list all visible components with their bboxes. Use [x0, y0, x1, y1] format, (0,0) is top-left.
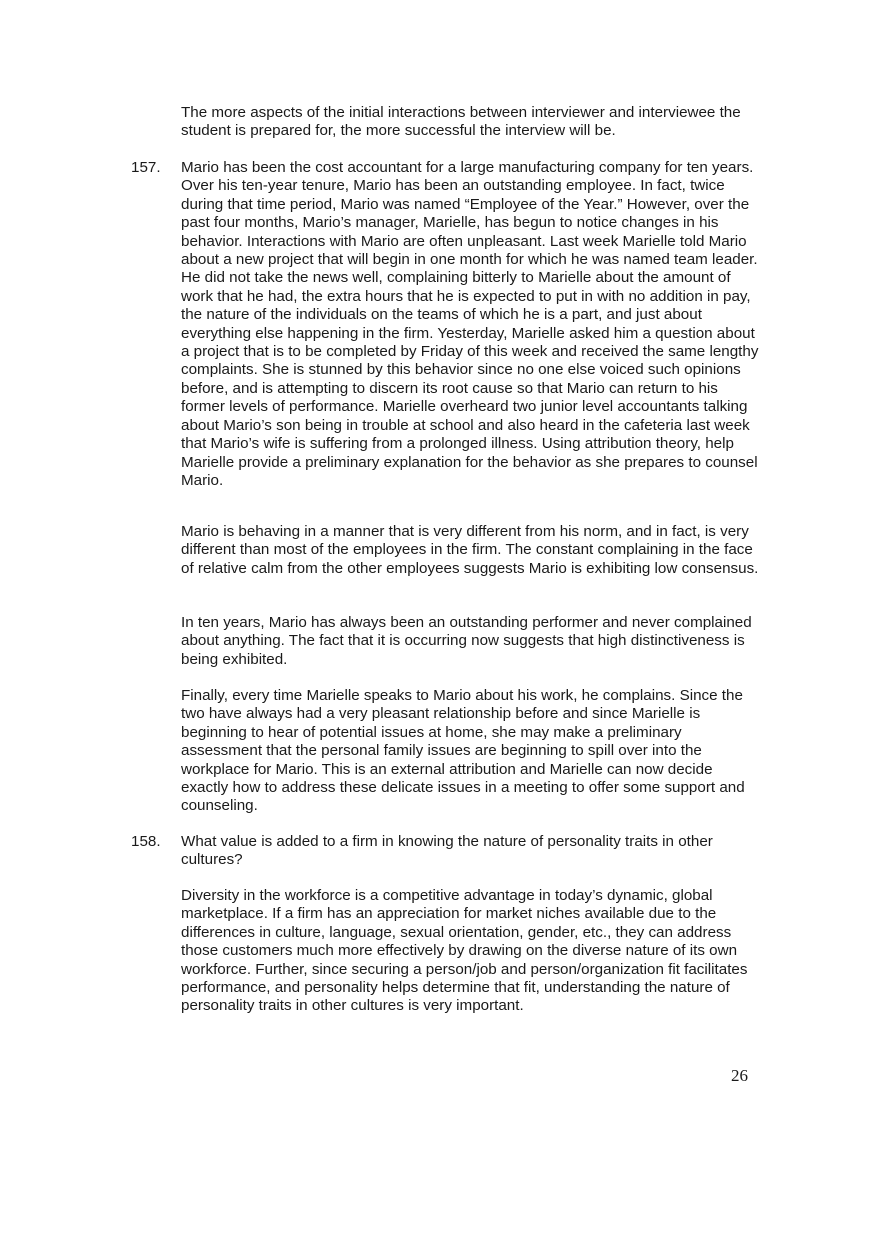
question-158-text: What value is added to a firm in knowing the nature of personality traits in other cultures? [181, 833, 713, 869]
question-157-answer-paragraph-2: In ten years, Mario has always been an outstanding performer and never complained about anything. The fact that it is occurring now suggests that high distinctiveness is being exhibited. [181, 614, 752, 668]
question-158-answer-paragraph: Diversity in the workforce is a competitive advantage in today’s dynamic, global marketplace. If a firm has an appreciation for market niches available due to the differences in culture, language, sexual orientation, gender, etc., they can address those customers much more effectively by drawing on the diverse nature of its own workforce. Further, since securing a person/job and person/organization fit facilitates performance, and personality helps determine that fit, understanding the nature of personality traits in other cultures is very important. [181, 887, 748, 1015]
page-number: 26 [731, 1066, 748, 1085]
question-157-text: Mario has been the cost accountant for a large manufacturing company for ten years. Over his ten-year tenure, Mario has been an outstanding employee. In fact, twice during that time period, Mario was named “Employee of the Year.” However, over the past four months, Mario’s manager, Marielle, has begun to notice changes in his behavior. Interactions with Mario are often unpleasant. Last week Marielle told Mario about a new project that will begin in one month for which he was named team leader. He did not take the news well, complaining bitterly to Marielle about the amount of work that he had, the extra hours that he is expected to put in with no addition in pay, the nature of the individuals on the teams of which he is a part, and just about everything else happening in the firm. Yesterday, Marielle asked him a question about a project that is to be completed by Friday of this week and received the same lengthy complaints. She is stunned by this behavior since no one else voiced such opinions before, and is attempting to discern its root cause so that Mario can return to his former levels of performance. Marielle overheard two junior level accountants talking about Mario’s son being in trouble at school and also heard in the cafeteria last week that Mario’s wife is suffering from a prolonged illness. Using attribution theory, help Marielle provide a preliminary explanation for the behavior as she prepares to counsel Mario. [181, 159, 759, 489]
question-157-answer-paragraph-3: Finally, every time Marielle speaks to Mario about his work, he complains. Since the two have always had a very pleasant relationship before and since Marielle is beginning to hear of potential issues at home, she may make a preliminary assessment that the personal family issues are beginning to spill over into the workplace for Mario. This is an external attribution and Marielle can now decide exactly how to address these delicate issues in a meeting to offer some support and counseling. [181, 687, 745, 815]
question-158-number: 158. [131, 833, 161, 850]
intro-answer-paragraph: The more aspects of the initial interactions between interviewer and interviewee the student is prepared for, the more successful the interview will be. [181, 104, 741, 140]
question-157-answer-paragraph-1: Mario is behaving in a manner that is very different from his norm, and in fact, is very different than most of the employees in the firm. The constant complaining in the face of relative calm from the other employees suggests Mario is exhibiting low consensus. [181, 523, 759, 577]
question-157-number: 157. [131, 159, 161, 176]
